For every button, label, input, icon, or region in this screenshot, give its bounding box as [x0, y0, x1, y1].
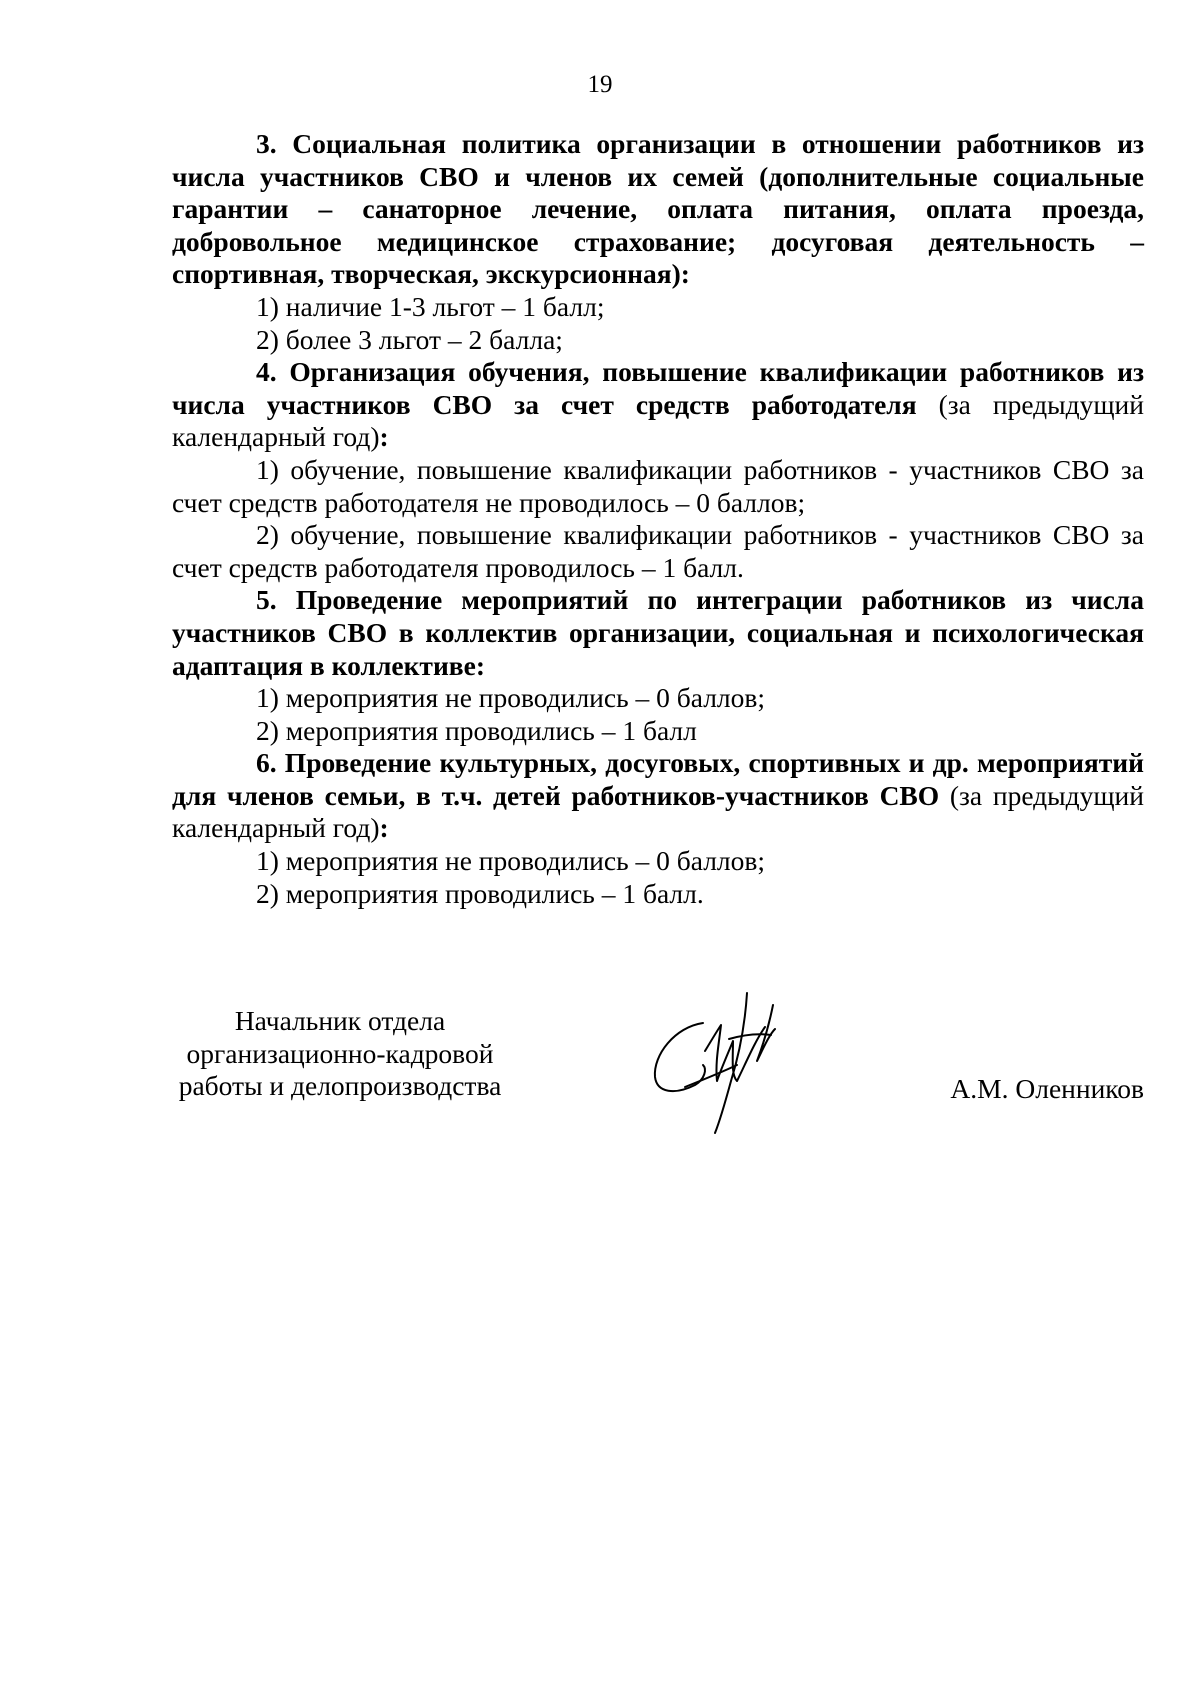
section-3-heading: 3. Социальная политика организации в отношении работников из числа участников СВО и членов их семей (дополнительные социальные гарантии – санаторное лечение, оплата питания, оплата проезда, добровольное медицинское страхование; досуговая деятельность – спортивная, творческая, экскурсионная):	[172, 128, 1144, 290]
section-4-heading: 4. Организация обучения, повышение квалификации работников из числа участников СВО за счет средств работодателя (за предыдущий календарный год):	[172, 356, 1144, 453]
section-5-item: 1) мероприятия не проводились – 0 баллов;	[256, 682, 766, 714]
signer-position-line: Начальник отдела	[234, 1005, 446, 1036]
signer-position-line: организационно-кадровой	[186, 1037, 494, 1069]
section-6-item: 1) мероприятия не проводились – 0 баллов;	[256, 845, 766, 877]
page-number: 19	[587, 71, 613, 98]
section-3-item: 2) более 3 льгот – 2 балла;	[256, 323, 563, 355]
section-4-item: 1) обучение, повышение квалификации работников - участников СВО за счет средств работодателя не проводилось – 0 баллов;	[172, 453, 1144, 518]
document-body	[172, 128, 1144, 910]
section-6-heading: 6. Проведение культурных, досуговых, спортивных и др. мероприятий для членов семьи, в т.ч. детей работников-участников СВО (за предыдущий календарный год):	[172, 747, 1144, 844]
section-5-item: 2) мероприятия проводились – 1 балл	[256, 714, 697, 746]
section-5-heading: 5. Проведение мероприятий по интеграции работников из числа участников СВО в коллектив организации, социальная и психологическая адаптация в коллективе:	[172, 584, 1144, 681]
signer-position-line: работы и делопроизводства	[178, 1070, 502, 1102]
signer-name: А.М. Оленников	[950, 1073, 1144, 1104]
section-3-item: 1) наличие 1-3 льгот – 1 балл;	[256, 290, 605, 322]
section-4-item: 2) обучение, повышение квалификации работников - участников СВО за счет средств работодателя проводилось – 1 балл.	[172, 519, 1144, 583]
signer-position	[172, 1005, 508, 1103]
handwritten-signature	[645, 985, 820, 1135]
section-6-item: 2) мероприятия проводились – 1 балл.	[256, 877, 704, 909]
